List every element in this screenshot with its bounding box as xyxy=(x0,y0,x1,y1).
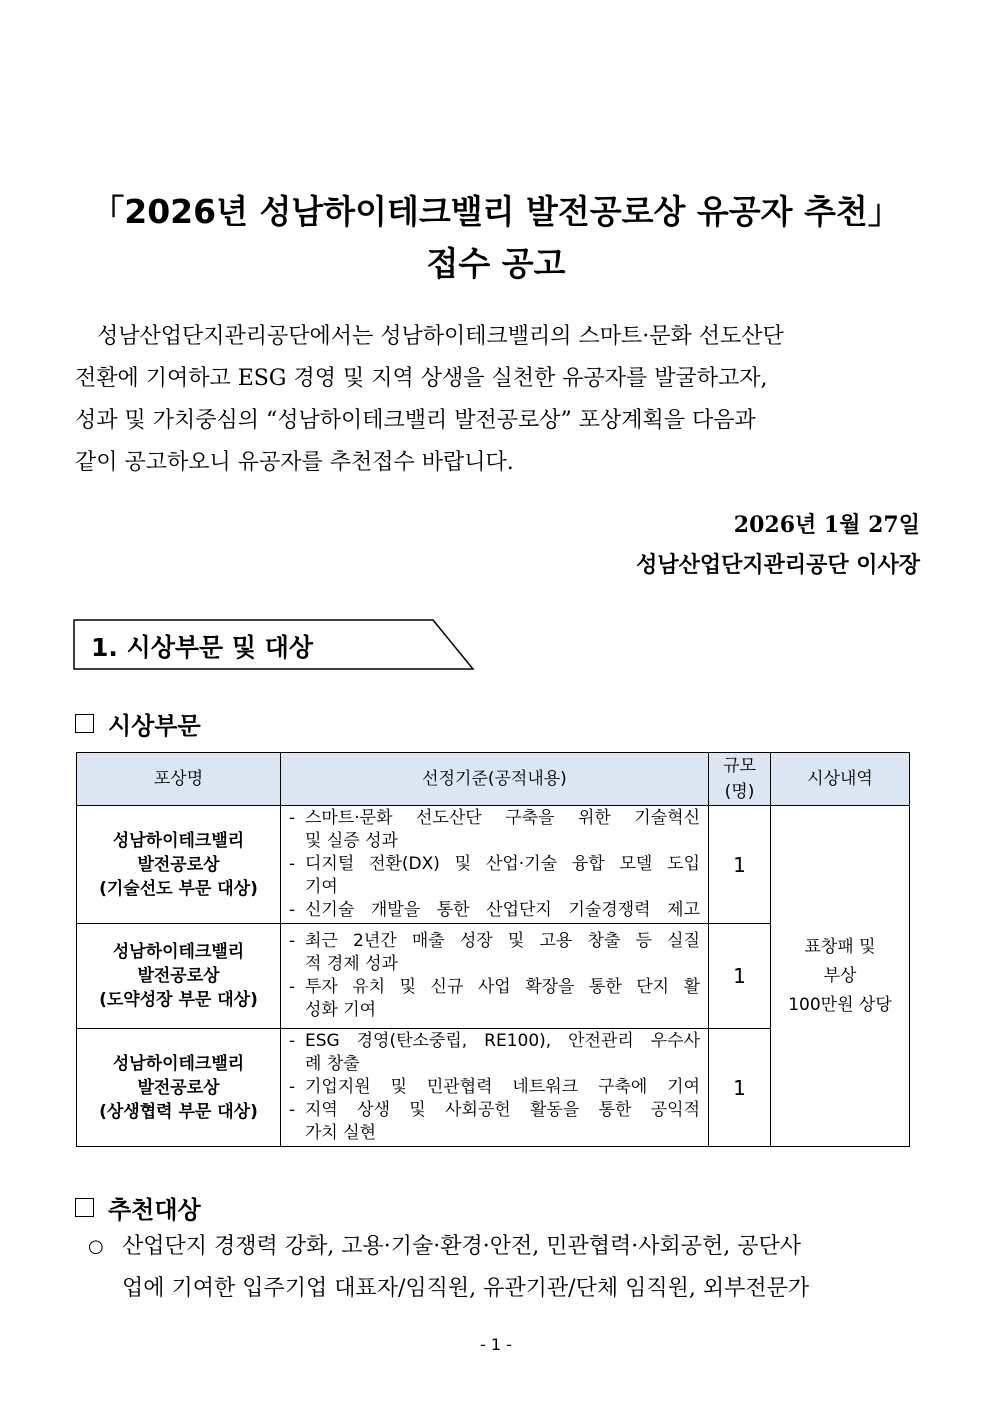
document-title-line-1: 「2026년 성남하이테크밸리 발전공로상 유공자 추천」 xyxy=(91,192,901,231)
prize-line: 100만원 상당 xyxy=(788,994,892,1015)
scale-cell: 1 xyxy=(709,1029,771,1147)
criteria-item-cont xyxy=(289,1053,700,1076)
intro-text-4: 같이 공고하오니 유공자를 추천접수 바랍니다. xyxy=(75,450,514,475)
award-name-line: 발전공로상 xyxy=(137,854,220,875)
criteria-text: 최근 2년간 매출 성장 및 고용 창출 등 실질 xyxy=(305,931,700,951)
table-header-row xyxy=(77,753,910,806)
intro-line-2 xyxy=(75,358,920,400)
intro-line-1 xyxy=(75,316,920,358)
criteria-item: - 신기술 개발을 통한 산업단지 기술경쟁력 제고 xyxy=(289,900,700,920)
checkbox-icon xyxy=(75,1198,94,1217)
scale-cell: 1 xyxy=(709,924,771,1029)
criteria-cell xyxy=(281,924,709,1029)
criteria-text: 기여 xyxy=(305,877,338,897)
criteria-item: - ESG 경영(탄소중립, RE100), 안전관리 우수사 xyxy=(289,1031,700,1051)
prize-line: 표창패 및 xyxy=(804,936,876,957)
criteria-item-cont xyxy=(289,953,700,976)
award-name-line: 발전공로상 xyxy=(137,1077,220,1098)
recommend-text-1: 산업단지 경쟁력 강화, 고용·기술·환경·안전, 민관협력·사회공헌, 공단사 xyxy=(122,1234,801,1259)
criteria-text: ESG 경영(탄소중립, RE100), 안전관리 우수사 xyxy=(305,1031,700,1051)
award-name-line: 성남하이테크밸리 xyxy=(112,1053,245,1074)
section-1-title: 1. 시상부문 및 대상 xyxy=(91,633,314,662)
criteria-item-cont xyxy=(289,1122,700,1145)
intro-line-4 xyxy=(75,442,920,484)
header-scale-line1: 규모 xyxy=(723,756,756,776)
award-name-line: 성남하이테크밸리 xyxy=(112,942,245,962)
criteria-text: 기업지원 및 민관협력 네트워크 구축에 기여 xyxy=(305,1077,700,1097)
award-name-cell xyxy=(77,924,281,1029)
criteria-text: 및 실증 성과 xyxy=(305,831,398,851)
recommend-line-1 xyxy=(88,1226,920,1268)
table-row xyxy=(77,806,910,924)
award-name-cell xyxy=(77,1029,281,1147)
criteria-item-cont xyxy=(289,876,700,899)
criteria-text: 지역 상생 및 사회공헌 활동을 통한 공익적 xyxy=(305,1100,700,1120)
header-criteria: 선정기준(공적내용) xyxy=(281,753,709,806)
prize-cell xyxy=(771,806,910,1147)
criteria-item: - 스마트·문화 선도산단 구축을 위한 기술혁신 xyxy=(289,808,700,828)
criteria-text: 투자 유치 및 신규 사업 확장을 통한 단지 활 xyxy=(305,977,700,997)
header-prize: 시상내역 xyxy=(771,753,910,806)
header-award-name: 포상명 xyxy=(77,753,281,806)
document-title-line-2: 접수 공고 xyxy=(426,244,566,283)
criteria-text: 가치 실현 xyxy=(305,1123,377,1143)
criteria-item-cont xyxy=(289,830,700,853)
intro-text-2: 전환에 기여하고 ESG 경영 및 지역 상생을 실천한 유공자를 발굴하고자, xyxy=(75,366,768,391)
award-name-line: (기술선도 부문 대상) xyxy=(99,878,258,899)
awards-heading-text: 시상부문 xyxy=(108,712,201,740)
announcement-date: 2026년 1월 27일 xyxy=(733,512,920,538)
criteria-text: 성화 기여 xyxy=(305,1000,377,1020)
criteria-text: 스마트·문화 선도산단 구축을 위한 기술혁신 xyxy=(305,808,700,828)
section-1-header xyxy=(73,619,473,669)
criteria-cell xyxy=(281,806,709,924)
criteria-text: 디지털 전환(DX) 및 산업·기술 융합 모델 도입 xyxy=(305,854,700,874)
recommend-text-2: 업에 기여한 입주기업 대표자/임직원, 유관기관/단체 임직원, 외부전문가 xyxy=(122,1276,810,1301)
recommend-heading-text: 추천대상 xyxy=(108,1196,201,1224)
intro-paragraph xyxy=(75,316,920,484)
recommend-bullet xyxy=(88,1226,920,1310)
award-name-line: 성남하이테크밸리 xyxy=(112,830,245,851)
intro-text-1: 성남산업단지관리공단에서는 성남하이테크밸리의 스마트·문화 선도산단 xyxy=(97,324,784,349)
award-name-line: 발전공로상 xyxy=(137,966,220,986)
header-scale-line2: (명) xyxy=(724,782,755,802)
criteria-text: 신기술 개발을 통한 산업단지 기술경쟁력 제고 xyxy=(305,900,700,920)
prize-line: 부상 xyxy=(823,965,857,986)
criteria-item: - 기업지원 및 민관협력 네트워크 구축에 기여 xyxy=(289,1077,700,1097)
issuer-name: 성남산업단지관리공단 이사장 xyxy=(636,552,920,578)
criteria-item-cont xyxy=(289,999,700,1022)
criteria-item: - 투자 유치 및 신규 사업 확장을 통한 단지 활 xyxy=(289,977,700,997)
awards-table xyxy=(76,752,910,1147)
intro-text-3: 성과 및 가치중심의 “성남하이테크밸리 발전공로상” 포상계획을 다음과 xyxy=(75,408,756,433)
award-name-line: (도약성장 부문 대상) xyxy=(99,990,258,1010)
criteria-item: - 지역 상생 및 사회공헌 활동을 통한 공익적 xyxy=(289,1100,700,1120)
criteria-item: - 디지털 전환(DX) 및 산업·기술 융합 모델 도입 xyxy=(289,854,700,874)
header-scale xyxy=(709,753,771,806)
criteria-cell xyxy=(281,1029,709,1147)
criteria-text: 례 창출 xyxy=(305,1054,360,1074)
page-number: - 1 - xyxy=(480,1335,512,1354)
award-name-line: (상생협력 부문 대상) xyxy=(99,1101,258,1122)
scale-cell: 1 xyxy=(709,806,771,924)
recommend-heading xyxy=(75,1190,201,1225)
awards-heading xyxy=(75,706,201,741)
circle-bullet-icon: ○ xyxy=(88,1236,104,1257)
award-name-cell xyxy=(77,806,281,924)
criteria-item: - 최근 2년간 매출 성장 및 고용 창출 등 실질 xyxy=(289,931,700,951)
recommend-line-2 xyxy=(88,1268,920,1310)
intro-line-3 xyxy=(75,400,920,442)
checkbox-icon xyxy=(75,714,94,733)
criteria-text: 적 경제 성과 xyxy=(305,954,398,974)
